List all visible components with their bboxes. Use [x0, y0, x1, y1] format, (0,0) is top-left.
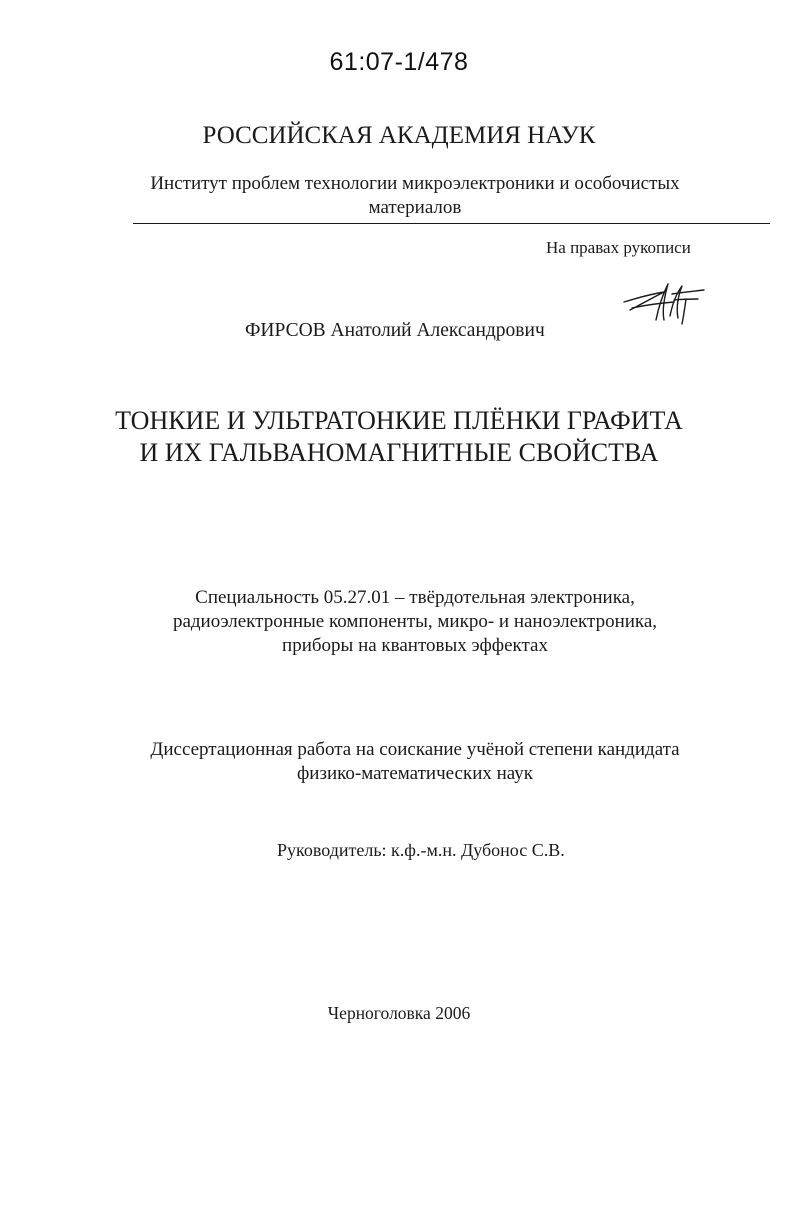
rights-note: На правах рукописи — [546, 238, 691, 257]
handwritten-signature — [612, 272, 712, 332]
academy-name: РОССИЙСКАЯ АКАДЕМИЯ НАУК — [202, 122, 596, 149]
specialty — [100, 586, 730, 658]
dissertation-title — [0, 405, 798, 469]
institute-name — [100, 172, 730, 220]
specialty-line-1: Специальность 05.27.01 – твёрдотельная электроника, — [195, 587, 635, 608]
specialty-line-2: радиоэлектронные компоненты, микро- и наноэлектроника, — [172, 611, 658, 632]
title-line-1: ТОНКИЕ И УЛЬТРАТОНКИЕ ПЛЁНКИ ГРАФИТА — [115, 406, 683, 435]
title-line-2: И ИХ ГАЛЬВАНОМАГНИТНЫЕ СВОЙСТВА — [139, 438, 659, 467]
header-divider — [133, 223, 770, 224]
archive-code: 61:07-1/478 — [329, 48, 469, 76]
specialty-line-3: приборы на квантовых эффектах — [282, 635, 548, 656]
degree-line-1: Диссертационная работа на соискание учёной степени кандидата — [150, 739, 680, 760]
degree-statement — [80, 738, 750, 786]
author-name: ФИРСОВ Анатолий Александрович — [245, 320, 545, 341]
city-year: Черноголовка 2006 — [327, 1003, 471, 1023]
supervisor: Руководитель: к.ф.-м.н. Дубонос С.В. — [277, 840, 565, 860]
institute-line-1: Институт проблем технологии микроэлектроники и особочистых — [150, 173, 680, 194]
degree-line-2: физико-математических наук — [296, 763, 534, 784]
institute-line-2: материалов — [368, 197, 462, 218]
